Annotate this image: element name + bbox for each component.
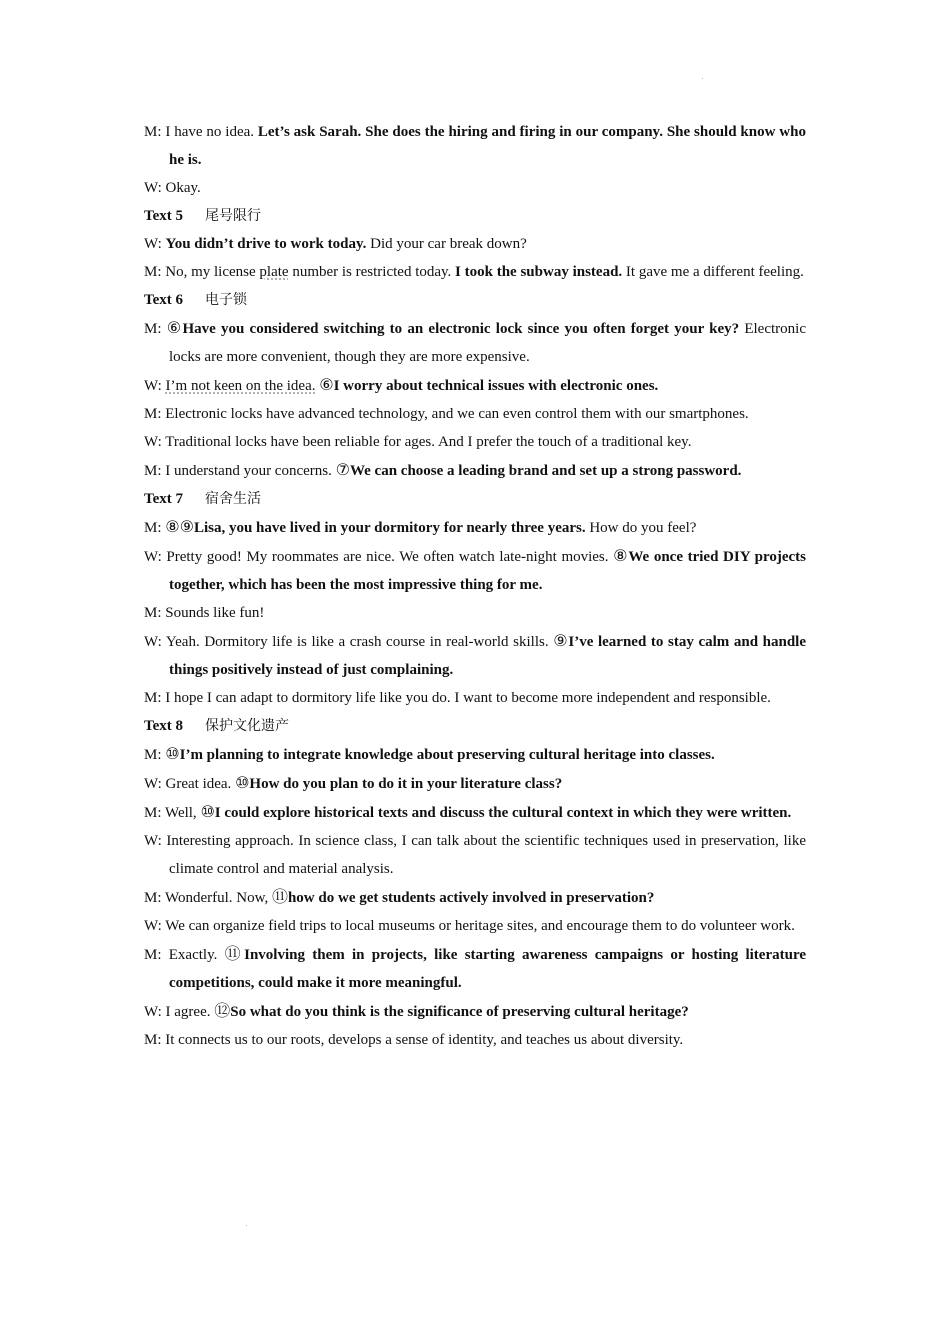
stray-mark [246, 1225, 247, 1226]
dialogue-text: M: [144, 520, 166, 536]
key-phrase: I took the subway instead. [455, 264, 623, 280]
dialogue-text: M: Exactly. [144, 947, 225, 963]
dialogue-line [144, 118, 806, 174]
key-phrase: We can choose a leading brand and set up a strong password. [349, 463, 742, 479]
dialogue-line [144, 400, 806, 428]
dialogue-text: M: I understand your concerns. [144, 463, 336, 479]
dialogue-line [144, 940, 806, 997]
dialogue-text: M: Electronic locks have advanced technology, and we can even control them with our smartphones. [144, 406, 749, 422]
section-title: Text 7 [144, 491, 184, 507]
dialogue-line [144, 627, 806, 684]
section-heading [144, 202, 806, 230]
section-heading [144, 712, 806, 740]
dialogue-text: W: We can organize field trips to local museums or heritage sites, and encourage them to do volunteer work. [144, 918, 795, 934]
question-marker: ⑪ [224, 944, 245, 963]
dialogue-line [144, 174, 806, 202]
dialogue-line [144, 258, 806, 286]
dialogue-line [144, 456, 806, 485]
dialogue-text: W: I agree. [144, 1004, 215, 1020]
dialogue-line [144, 371, 806, 400]
section-heading [144, 485, 806, 513]
dialogue-line [144, 912, 806, 940]
dialogue-line [144, 314, 806, 371]
key-phrase: Let’s ask Sarah. She does the hiring and firing in our company. She should know who he is. [169, 124, 806, 168]
dialogue-text: W: [144, 236, 166, 252]
question-marker: ⑩ [200, 802, 215, 821]
dialogue-text: M: Sounds like fun! [144, 605, 265, 621]
question-marker: ⑩ [235, 773, 250, 792]
dialogue-line [144, 428, 806, 456]
dialogue-text: How do you feel? [585, 520, 697, 536]
key-phrase: I’m planning to integrate knowledge about preserving cultural heritage into classes. [179, 747, 715, 763]
key-phrase: I worry about technical issues with electronic ones. [333, 378, 659, 394]
dialogue-text: M: Well, [144, 805, 201, 821]
section-topic: 尾号限行 [205, 208, 262, 224]
dialogue-text: W: Interesting approach. In science class, I can talk about the scientific techniques used in preservation, like climate control and material analysis. [144, 833, 806, 877]
dialogue-text: W: [144, 378, 166, 394]
question-marker: ⑫ [214, 1001, 231, 1020]
question-marker: ⑩ [165, 744, 180, 763]
dialogue-text: M: I hope I can adapt to dormitory life like you do. I want to become more independent and responsible. [144, 690, 771, 706]
key-phrase: We once tried DIY projects together, which has been the most impressive thing for me. [169, 549, 806, 593]
section-topic: 电子锁 [205, 292, 248, 308]
dialogue-text: plate [259, 264, 289, 280]
key-phrase: How do you plan to do it in your literature class? [249, 776, 563, 792]
dialogue-line [144, 883, 806, 912]
dialogue-text: M: [144, 321, 167, 337]
question-marker: ⑧⑨ [165, 517, 194, 536]
key-phrase: Lisa, you have lived in your dormitory for nearly three years. [193, 520, 586, 536]
question-marker: ⑪ [271, 887, 288, 906]
section-topic: 保护文化遗产 [205, 718, 290, 734]
dialogue-line [144, 684, 806, 712]
dialogue-text: M: [144, 747, 166, 763]
dialogue-text: Electronic locks are more convenient, though they are more expensive. [169, 321, 806, 365]
dialogue-text: W: Traditional locks have been reliable for ages. And I prefer the touch of a traditional key. [144, 434, 692, 450]
dialogue-line [144, 542, 806, 599]
dialogue-text: W: Yeah. Dormitory life is like a crash course in real-world skills. [144, 634, 554, 650]
dialogue-text: number is restricted today. [288, 264, 456, 280]
question-marker: ⑥ [166, 318, 183, 337]
question-marker: ⑨ [553, 631, 569, 650]
dialogue-text: M: Wonderful. Now, [144, 890, 272, 906]
dialogue-line [144, 513, 806, 542]
dialogue-text: W: Okay. [144, 180, 201, 196]
dialogue-text: W: Great idea. [144, 776, 236, 792]
dialogue-line [144, 827, 806, 883]
dialogue-text: I’m not keen on the idea. [165, 378, 316, 394]
dialogue-text: W: Pretty good! My roommates are nice. We often watch late-night movies. [144, 549, 614, 565]
dialogue-line [144, 740, 806, 769]
question-marker: ⑧ [613, 546, 629, 565]
dialogue-line [144, 1026, 806, 1054]
section-title: Text 5 [144, 208, 184, 224]
dialogue-text: Did your car break down? [366, 236, 527, 252]
key-phrase: how do we get students actively involved in preservation? [287, 890, 655, 906]
key-phrase: I’ve learned to stay calm and handle things positively instead of just complaining. [169, 634, 807, 678]
dialogue-line [144, 769, 806, 798]
section-topic: 宿舍生活 [205, 491, 262, 507]
stray-mark [702, 78, 703, 79]
dialogue-text: M: I have no idea. [144, 124, 258, 140]
dialogue-line [144, 798, 806, 827]
key-phrase: I could explore historical texts and discuss the cultural context in which they were written. [214, 805, 792, 821]
section-heading [144, 286, 806, 314]
section-title: Text 6 [144, 292, 184, 308]
dialogue-text: M: No, my license [144, 264, 260, 280]
dialogue-text: M: It connects us to our roots, develops a sense of identity, and teaches us about diversity. [144, 1032, 684, 1048]
key-phrase: Have you considered switching to an electronic lock since you often forget your key? [182, 321, 740, 337]
key-phrase: Involving them in projects, like starting awareness campaigns or hosting literature competitions, could make it more meaningful. [169, 947, 806, 991]
dialogue-line [144, 599, 806, 627]
key-phrase: So what do you think is the significance of preserving cultural heritage? [230, 1004, 689, 1020]
question-marker: ⑥ [319, 375, 334, 394]
question-marker: ⑦ [335, 460, 350, 479]
key-phrase: You didn’t drive to work today. [165, 236, 367, 252]
dialogue-line [144, 997, 806, 1026]
dialogue-text: It gave me a different feeling. [622, 264, 804, 280]
section-title: Text 8 [144, 718, 184, 734]
dialogue-line [144, 230, 806, 258]
transcript-page [144, 118, 806, 1054]
